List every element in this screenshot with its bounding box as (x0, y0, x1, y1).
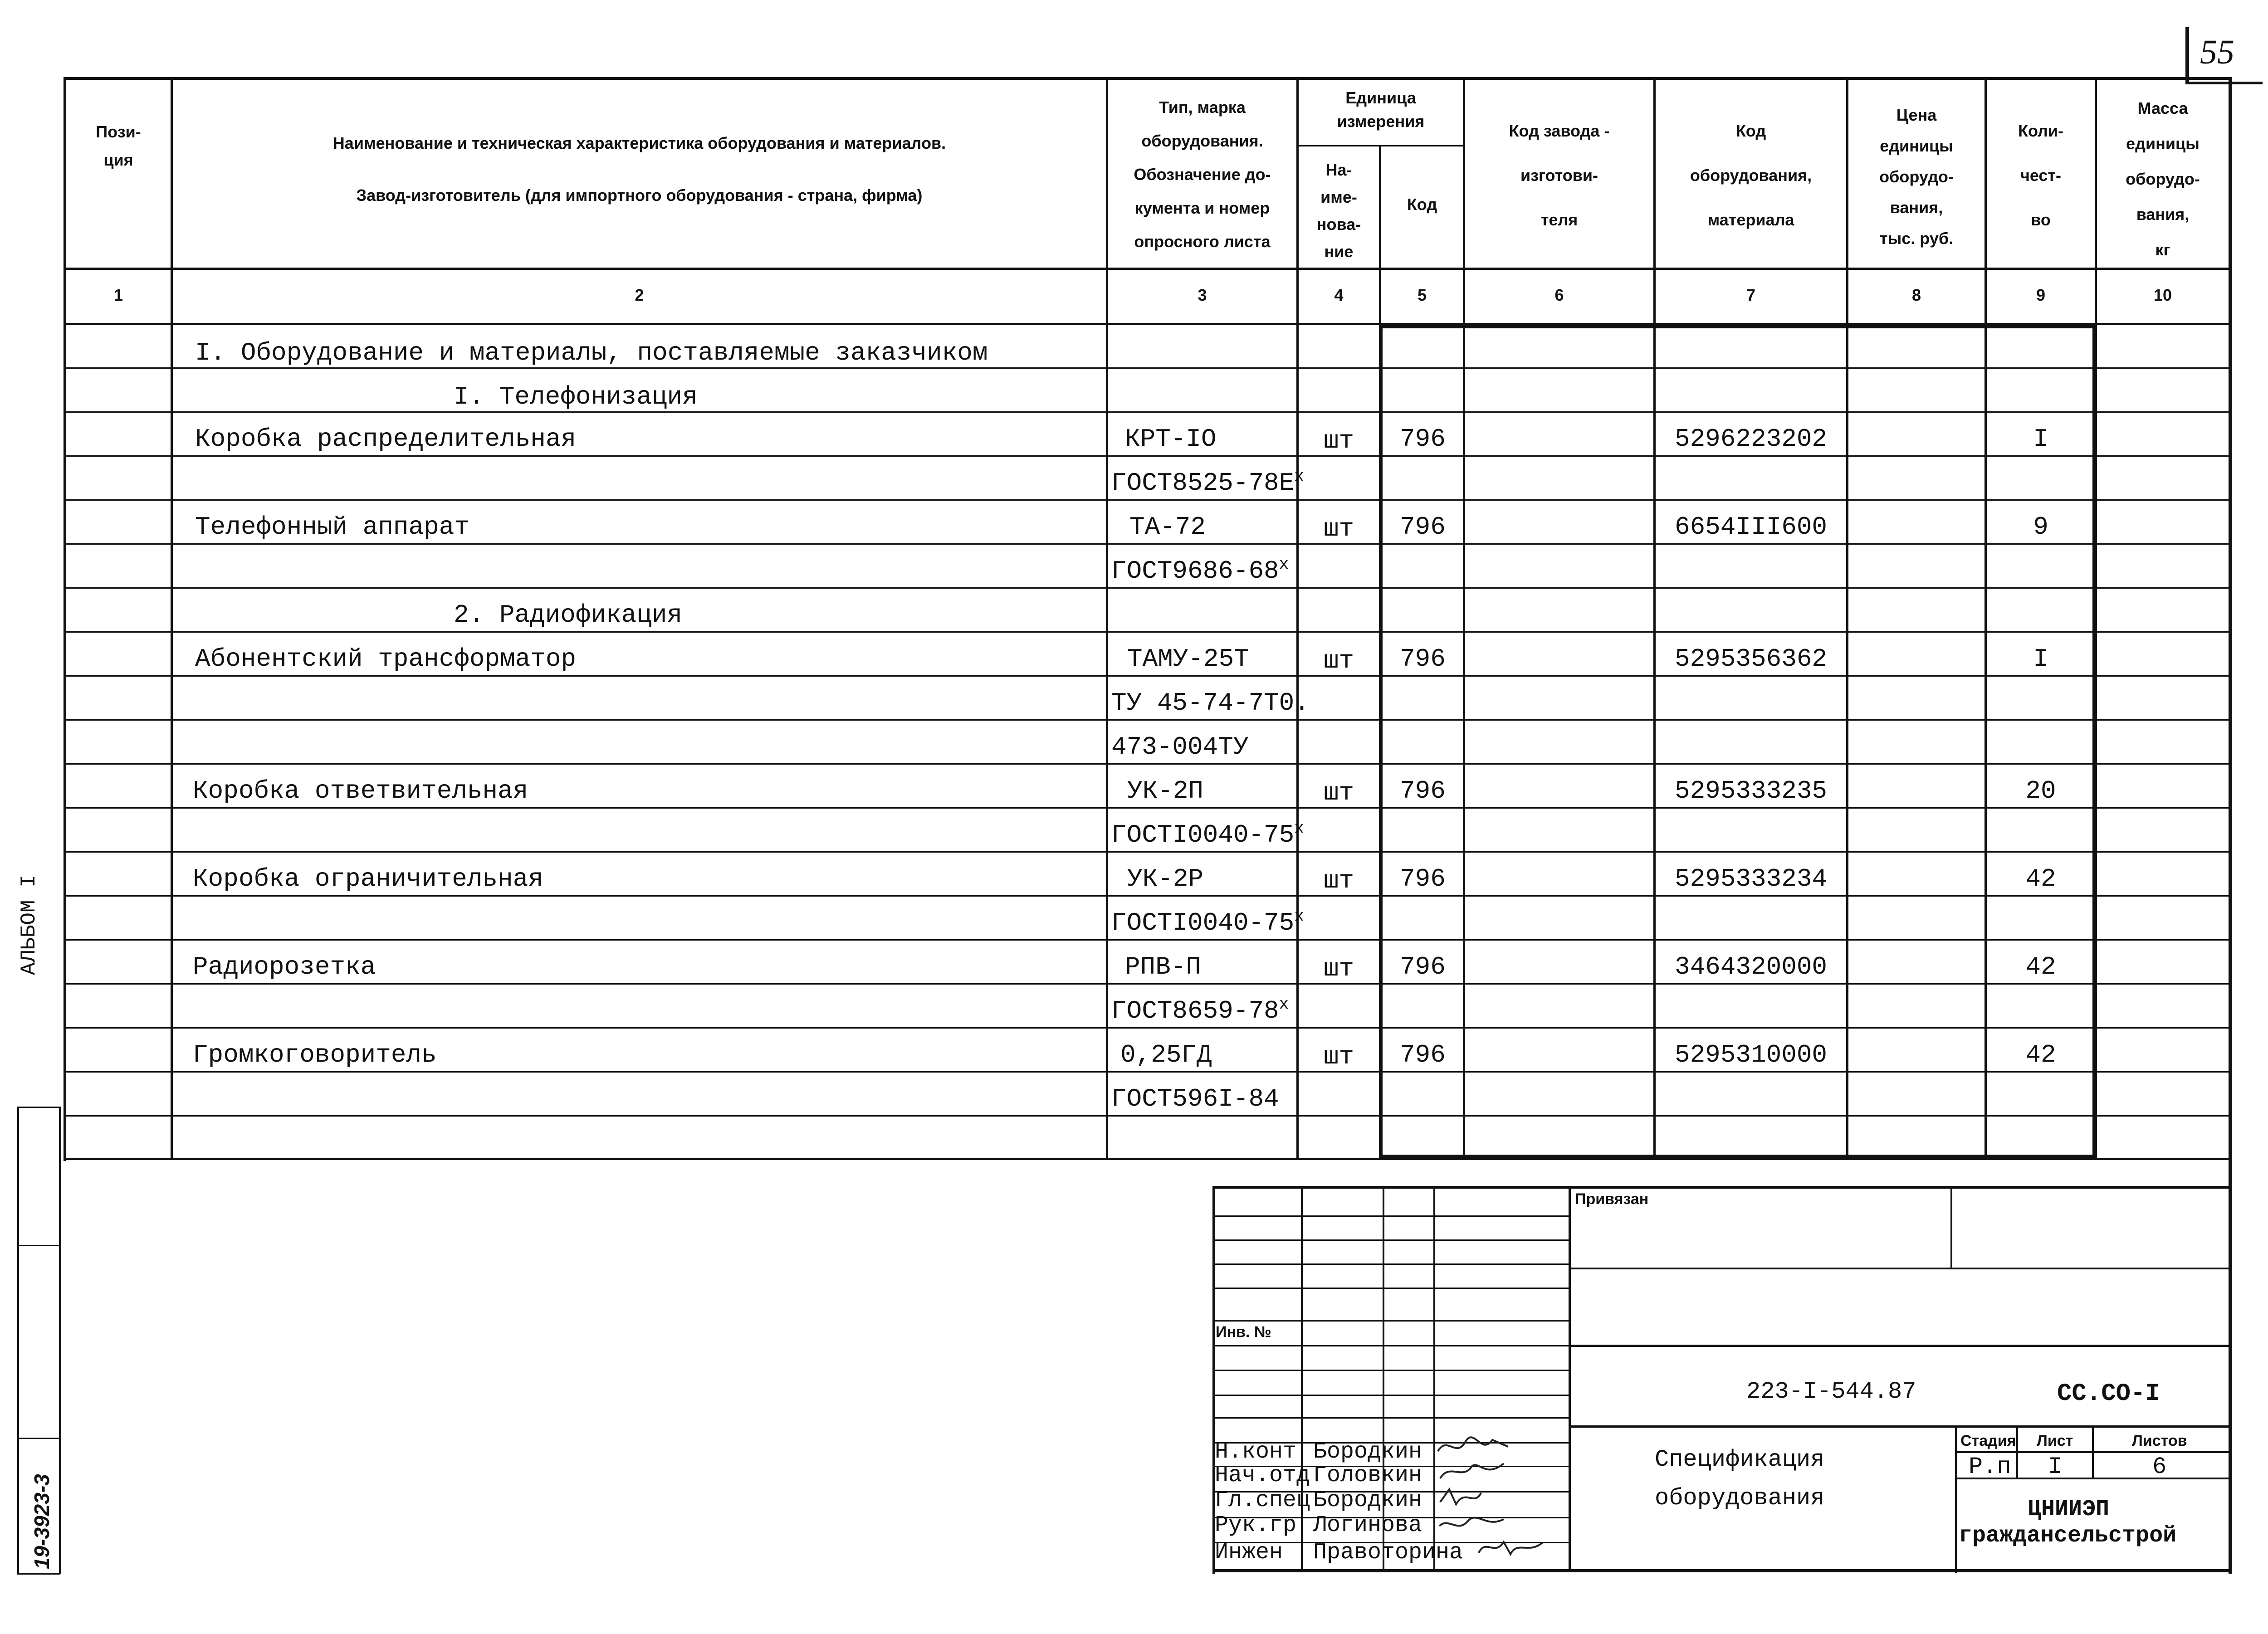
staff-name: Головкин (1313, 1463, 1422, 1488)
staff-name: Логинова (1313, 1512, 1422, 1538)
item-name: Телефонный аппарат (195, 512, 469, 541)
staff-name: Правоторина (1313, 1540, 1463, 1566)
signature (1474, 1534, 1551, 1561)
header-unit-code: Код (1407, 195, 1437, 214)
item-unit: шт (1323, 426, 1354, 455)
item-unit-code: 796 (1400, 952, 1446, 981)
item-qty: 42 (2025, 864, 2056, 893)
staff-role: Гл.спец (1215, 1488, 1310, 1513)
item-unit-code: 796 (1400, 424, 1446, 454)
album-label: АЛЬБОМ I (17, 875, 41, 975)
header-name-line2: Завод-изготовитель (для импортного оборудования - страна, фирма) (356, 186, 923, 205)
item-type: ТАМУ-25Т (1127, 644, 1249, 673)
item-qty: 9 (2033, 512, 2048, 541)
item-equip-code: 5295356362 (1674, 644, 1828, 673)
item-unit-code: 796 (1400, 864, 1446, 893)
staff-role: Инжен (1215, 1540, 1283, 1566)
col-number: 3 (1198, 286, 1207, 304)
item-unit-code: 796 (1400, 776, 1446, 805)
sheet-value: I (2048, 1454, 2063, 1480)
item-type: 0,25ГД (1120, 1040, 1212, 1069)
item-unit-code: 796 (1400, 512, 1446, 541)
item-unit-code: 796 (1400, 1040, 1446, 1069)
item-qty: I (2033, 644, 2048, 673)
item-qty: 42 (2025, 1040, 2056, 1069)
subsection-title: I. Телефонизация (454, 382, 698, 411)
col-number: 2 (635, 286, 644, 304)
col-number: 5 (1417, 286, 1427, 304)
section-title: I. Оборудование и материалы, поставляемые заказчиком (195, 338, 988, 367)
archive-number: 19-3923-3 (30, 1474, 54, 1569)
item-equip-code: 5296223202 (1674, 424, 1828, 454)
item-standard: $ГОСТ8525-78Е^x$ (1111, 467, 1304, 498)
staff-role: Нач.отд (1215, 1463, 1310, 1488)
sheets-value: 6 (2152, 1454, 2167, 1480)
item-type: ТА-72 (1129, 512, 1206, 541)
item-equip-code: 5295333234 (1674, 864, 1828, 893)
document-number: 223-I-544.87 (1746, 1378, 1916, 1405)
item-unit: шт (1323, 1042, 1354, 1071)
staff-role: Н.конт (1215, 1439, 1297, 1465)
header-quantity: Коли- чест- во (2018, 122, 2064, 229)
item-type: УК-2Р (1127, 864, 1204, 893)
item-unit: шт (1323, 954, 1354, 983)
sheet-number: 55 (2200, 33, 2234, 71)
staff-name: Бородкин (1313, 1488, 1422, 1513)
item-qty: 20 (2025, 776, 2056, 805)
item-name: Громкоговоритель (193, 1040, 437, 1069)
item-standard: ГОСТ596I-84 (1111, 1084, 1279, 1113)
header-price: Цена единицы оборудо- вания, тыс. руб. (1879, 106, 1954, 248)
item-qty: 42 (2025, 952, 2056, 981)
signature (1436, 1458, 1513, 1485)
item-name: Абонентский трансформатор (195, 644, 577, 673)
staff-role: Рук.гр (1215, 1512, 1297, 1538)
col-number: 1 (113, 286, 123, 304)
header-equip-code: Код оборудования, материала (1690, 122, 1812, 229)
signature (1436, 1510, 1513, 1537)
item-unit: шт (1323, 866, 1354, 895)
header-unit-name: На- име- нова- ние (1316, 161, 1361, 261)
item-equip-code: 5295333235 (1674, 776, 1828, 805)
item-name: Коробка ограничительная (193, 864, 543, 893)
item-equip-code: 3464320000 (1674, 952, 1828, 981)
col-number: 4 (1334, 286, 1344, 304)
col-number: 7 (1746, 286, 1756, 304)
col-number: 6 (1554, 286, 1564, 304)
item-unit-code: 796 (1400, 644, 1446, 673)
header-mass: Масса единицы оборудо- вания, кг (2126, 99, 2200, 259)
item-standard: ГОСТ8659-78$^x$ (1111, 995, 1289, 1025)
sheet-label: Лист (2037, 1432, 2073, 1449)
stage-label: Стадия (1960, 1432, 2016, 1449)
header-unit-group: Единица измерения (1337, 88, 1425, 131)
item-name: Коробка ответвительная (193, 776, 528, 805)
document-title-line1: Спецификация (1655, 1446, 1825, 1473)
item-type: КРТ-IO (1125, 424, 1217, 454)
document-title-line2: оборудования (1655, 1485, 1825, 1512)
item-standard: ГОСТ9686-68$^x$ (1111, 555, 1289, 585)
item-type: РПВ-П (1125, 952, 1202, 981)
item-type: УК-2П (1127, 776, 1204, 805)
item-name: Радиорозетка (193, 952, 376, 981)
col-number: 10 (2153, 286, 2172, 304)
item-unit: шт (1323, 514, 1354, 543)
bound-label: Привязан (1575, 1190, 1649, 1208)
subsection-title: 2. Радиофикация (454, 600, 683, 629)
header-plant-code: Код завода - изготови- теля (1509, 122, 1610, 229)
stage-value: Р.п (1969, 1454, 2011, 1480)
item-equip-code: 5295310000 (1674, 1040, 1828, 1069)
document-code: СС.СО-I (2057, 1380, 2160, 1408)
header-name-line1: Наименование и техническая характеристика оборудования и материалов. (332, 134, 946, 152)
organization-line1: ЦНИИЭП (2028, 1497, 2110, 1522)
item-standard: ГОСТI0040-75$^x$ (1111, 819, 1304, 849)
item-standard: ГОСТI0040-75$^x$ (1111, 907, 1304, 937)
sheets-label: Листов (2132, 1432, 2187, 1449)
item-equip-code: 6654III600 (1674, 512, 1828, 541)
col-number: 8 (1911, 286, 1921, 304)
signature (1436, 1484, 1513, 1511)
item-standard: ТУ 45-74-7Т0. (1111, 688, 1310, 717)
item-name: Коробка распределительная (195, 424, 577, 454)
header-position: Пози- ция (96, 122, 141, 169)
item-qty: I (2033, 424, 2048, 454)
item-unit: шт (1323, 646, 1354, 675)
header-type: Тип, марка оборудования. Обозначение до- кумента и номер опросного листа (1134, 98, 1271, 251)
item-unit: шт (1323, 778, 1354, 807)
item-standard: 473-004ТУ (1111, 732, 1249, 761)
inventory-number-label: Инв. № (1216, 1323, 1271, 1341)
staff-name: Бородкин (1313, 1439, 1422, 1465)
organization-line2: граждансельстрой (1959, 1523, 2177, 1549)
col-number: 9 (2036, 286, 2046, 304)
signature (1436, 1433, 1513, 1460)
